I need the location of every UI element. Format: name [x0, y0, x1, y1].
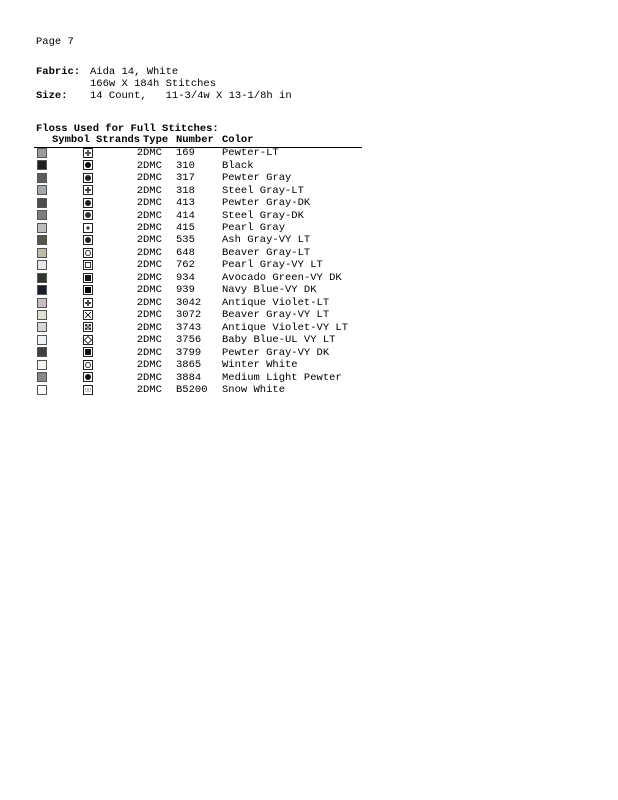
- type-cell: DMC: [143, 147, 162, 160]
- table-row: [34, 273, 362, 285]
- type-cell: DMC: [143, 384, 162, 397]
- color-swatch: [37, 385, 47, 395]
- clover-icon: [83, 210, 93, 220]
- color-name-cell: Pearl Gray-VY LT: [222, 259, 323, 272]
- diamond-icon: [83, 335, 93, 345]
- color-swatch: [37, 347, 47, 357]
- strands-cell: 2: [136, 359, 143, 372]
- color-swatch: [37, 360, 47, 370]
- number-cell: 318: [176, 184, 195, 197]
- strands-cell: 2: [136, 234, 143, 247]
- strands-cell: 2: [136, 371, 143, 384]
- color-name-cell: Winter White: [222, 359, 298, 372]
- strands-cell: 2: [136, 197, 143, 210]
- strands-cell: 2: [136, 246, 143, 259]
- type-cell: DMC: [143, 321, 162, 334]
- number-cell: 939: [176, 284, 195, 297]
- dot-solid-icon: [83, 160, 93, 170]
- drop-icon: [83, 360, 93, 370]
- table-row: [34, 147, 362, 160]
- color-swatch: [37, 372, 47, 382]
- number-cell: 3799: [176, 346, 202, 359]
- triangle-icon: [83, 260, 93, 270]
- number-cell: 414: [176, 209, 195, 222]
- number-cell: 3756: [176, 334, 202, 347]
- square-black-icon: [83, 347, 93, 357]
- floss-table-header: [34, 135, 362, 147]
- color-name-cell: Pewter Gray-DK: [222, 197, 311, 210]
- square-dark-icon: [83, 273, 93, 283]
- color-name-cell: Beaver Gray-VY LT: [222, 309, 330, 322]
- color-swatch: [37, 160, 47, 170]
- strands-cell: 2: [136, 384, 143, 397]
- color-swatch: [37, 260, 47, 270]
- strands-cell: 2: [136, 334, 143, 347]
- fabric-label: Fabric:: [36, 66, 81, 78]
- number-cell: 762: [176, 259, 195, 272]
- color-swatch: [37, 148, 47, 158]
- number-cell: 3865: [176, 359, 202, 372]
- number-cell: 3884: [176, 371, 202, 384]
- column-strands: Strands: [96, 135, 143, 147]
- color-swatch: [37, 198, 47, 208]
- color-name-cell: Pewter Gray: [222, 172, 292, 185]
- color-name-cell: Beaver Gray-LT: [222, 246, 311, 259]
- color-name-cell: Antique Violet-VY LT: [222, 321, 349, 334]
- type-cell: DMC: [143, 184, 162, 197]
- type-cell: DMC: [143, 172, 162, 185]
- table-row: [34, 223, 362, 235]
- type-cell: DMC: [143, 246, 162, 259]
- color-swatch: [37, 235, 47, 245]
- strands-cell: 2: [136, 147, 143, 160]
- color-swatch: [37, 273, 47, 283]
- number-cell: 648: [176, 246, 195, 259]
- color-swatch: [37, 335, 47, 345]
- strands-cell: 2: [136, 184, 143, 197]
- table-row: [34, 185, 362, 197]
- x-mark-icon: [83, 310, 93, 320]
- type-cell: DMC: [143, 271, 162, 284]
- color-name-cell: Pewter-LT: [222, 147, 279, 160]
- page-label: Page 7: [36, 36, 74, 48]
- table-row: [34, 173, 362, 185]
- strands-cell: 2: [136, 222, 143, 234]
- type-cell: DMC: [143, 259, 162, 272]
- number-cell: B5200: [176, 384, 208, 397]
- number-cell: 317: [176, 172, 195, 185]
- table-row: [34, 335, 362, 347]
- table-row: [34, 298, 362, 310]
- fabric-info: [36, 66, 292, 102]
- type-cell: DMC: [143, 209, 162, 222]
- table-row: [34, 235, 362, 247]
- number-cell: 415: [176, 222, 195, 234]
- color-name-cell: Steel Gray-LT: [222, 184, 304, 197]
- strands-cell: 2: [136, 321, 143, 334]
- color-name-cell: Avocado Green-VY DK: [222, 271, 342, 284]
- color-swatch: [37, 322, 47, 332]
- strands-cell: 2: [136, 271, 143, 284]
- number-cell: 169: [176, 147, 195, 160]
- fabric-stitches: 166w X 184h Stitches: [90, 78, 217, 90]
- color-name-cell: Snow White: [222, 384, 286, 397]
- square-solid-icon: [83, 285, 93, 295]
- type-cell: DMC: [143, 222, 162, 234]
- type-cell: DMC: [143, 334, 162, 347]
- table-row: [34, 322, 362, 334]
- table-row: [34, 372, 362, 384]
- table-row: [34, 248, 362, 260]
- color-name-cell: Navy Blue-VY DK: [222, 284, 317, 297]
- type-cell: DMC: [143, 159, 162, 172]
- gear-fill-icon: [83, 173, 93, 183]
- plus-fill-icon: [83, 298, 93, 308]
- color-name-cell: Steel Gray-DK: [222, 209, 304, 222]
- table-row: [34, 310, 362, 322]
- strands-cell: 2: [136, 159, 143, 172]
- type-cell: DMC: [143, 371, 162, 384]
- number-cell: 413: [176, 197, 195, 210]
- floss-table-heading: Floss Used for Full Stitches:: [36, 123, 219, 135]
- strands-cell: 2: [136, 284, 143, 297]
- color-name-cell: Baby Blue-UL VY LT: [222, 334, 336, 347]
- size-label: Size:: [36, 90, 68, 102]
- color-swatch: [37, 223, 47, 233]
- type-cell: DMC: [143, 284, 162, 297]
- table-row: [34, 198, 362, 210]
- color-name-cell: Ash Gray-VY LT: [222, 234, 311, 247]
- table-row: [34, 160, 362, 172]
- table-row: [34, 360, 362, 372]
- type-cell: DMC: [143, 197, 162, 210]
- color-swatch: [37, 298, 47, 308]
- size-value: 14 Count, 11-3/4w X 13-1/8h in: [90, 90, 292, 102]
- number-cell: 310: [176, 159, 195, 172]
- color-name-cell: Black: [222, 159, 254, 172]
- column-number: Number: [176, 135, 222, 147]
- column-symbol: Symbol: [52, 135, 96, 147]
- infinity-icon: [83, 385, 93, 395]
- type-cell: DMC: [143, 346, 162, 359]
- color-name-cell: Pearl Gray: [222, 222, 286, 234]
- fabric-value: Aida 14, White: [90, 66, 179, 78]
- ring-dark-icon: [83, 198, 93, 208]
- type-cell: DMC: [143, 296, 162, 309]
- color-swatch: [37, 310, 47, 320]
- dice-icon: [83, 322, 93, 332]
- table-row: [34, 260, 362, 272]
- type-cell: DMC: [143, 234, 162, 247]
- cross-bar-icon: [83, 185, 93, 195]
- ring-black-icon: [83, 372, 93, 382]
- strands-cell: 2: [136, 172, 143, 185]
- table-row: [34, 285, 362, 297]
- circle-dark-icon: [83, 235, 93, 245]
- column-color: Color: [222, 135, 362, 147]
- type-cell: DMC: [143, 359, 162, 372]
- number-cell: 3072: [176, 309, 202, 322]
- number-cell: 3743: [176, 321, 202, 334]
- type-cell: DMC: [143, 309, 162, 322]
- color-swatch: [37, 210, 47, 220]
- phi-icon: [83, 248, 93, 258]
- strands-cell: 2: [136, 309, 143, 322]
- table-row: [34, 347, 362, 359]
- table-row: [34, 210, 362, 222]
- strands-cell: 2: [136, 259, 143, 272]
- column-type: Type: [143, 135, 176, 147]
- dot-center-icon: [83, 223, 93, 233]
- floss-table: [34, 135, 362, 397]
- table-row: [34, 385, 362, 397]
- strands-cell: 2: [136, 296, 143, 309]
- color-swatch: [37, 173, 47, 183]
- color-swatch: [37, 248, 47, 258]
- cross-fill-icon: [83, 148, 93, 158]
- color-name-cell: Pewter Gray-VY DK: [222, 346, 330, 359]
- number-cell: 3042: [176, 296, 202, 309]
- number-cell: 934: [176, 271, 195, 284]
- number-cell: 535: [176, 234, 195, 247]
- color-swatch: [37, 185, 47, 195]
- strands-cell: 2: [136, 346, 143, 359]
- color-swatch: [37, 285, 47, 295]
- color-name-cell: Medium Light Pewter: [222, 371, 342, 384]
- strands-cell: 2: [136, 209, 143, 222]
- color-name-cell: Antique Violet-LT: [222, 296, 330, 309]
